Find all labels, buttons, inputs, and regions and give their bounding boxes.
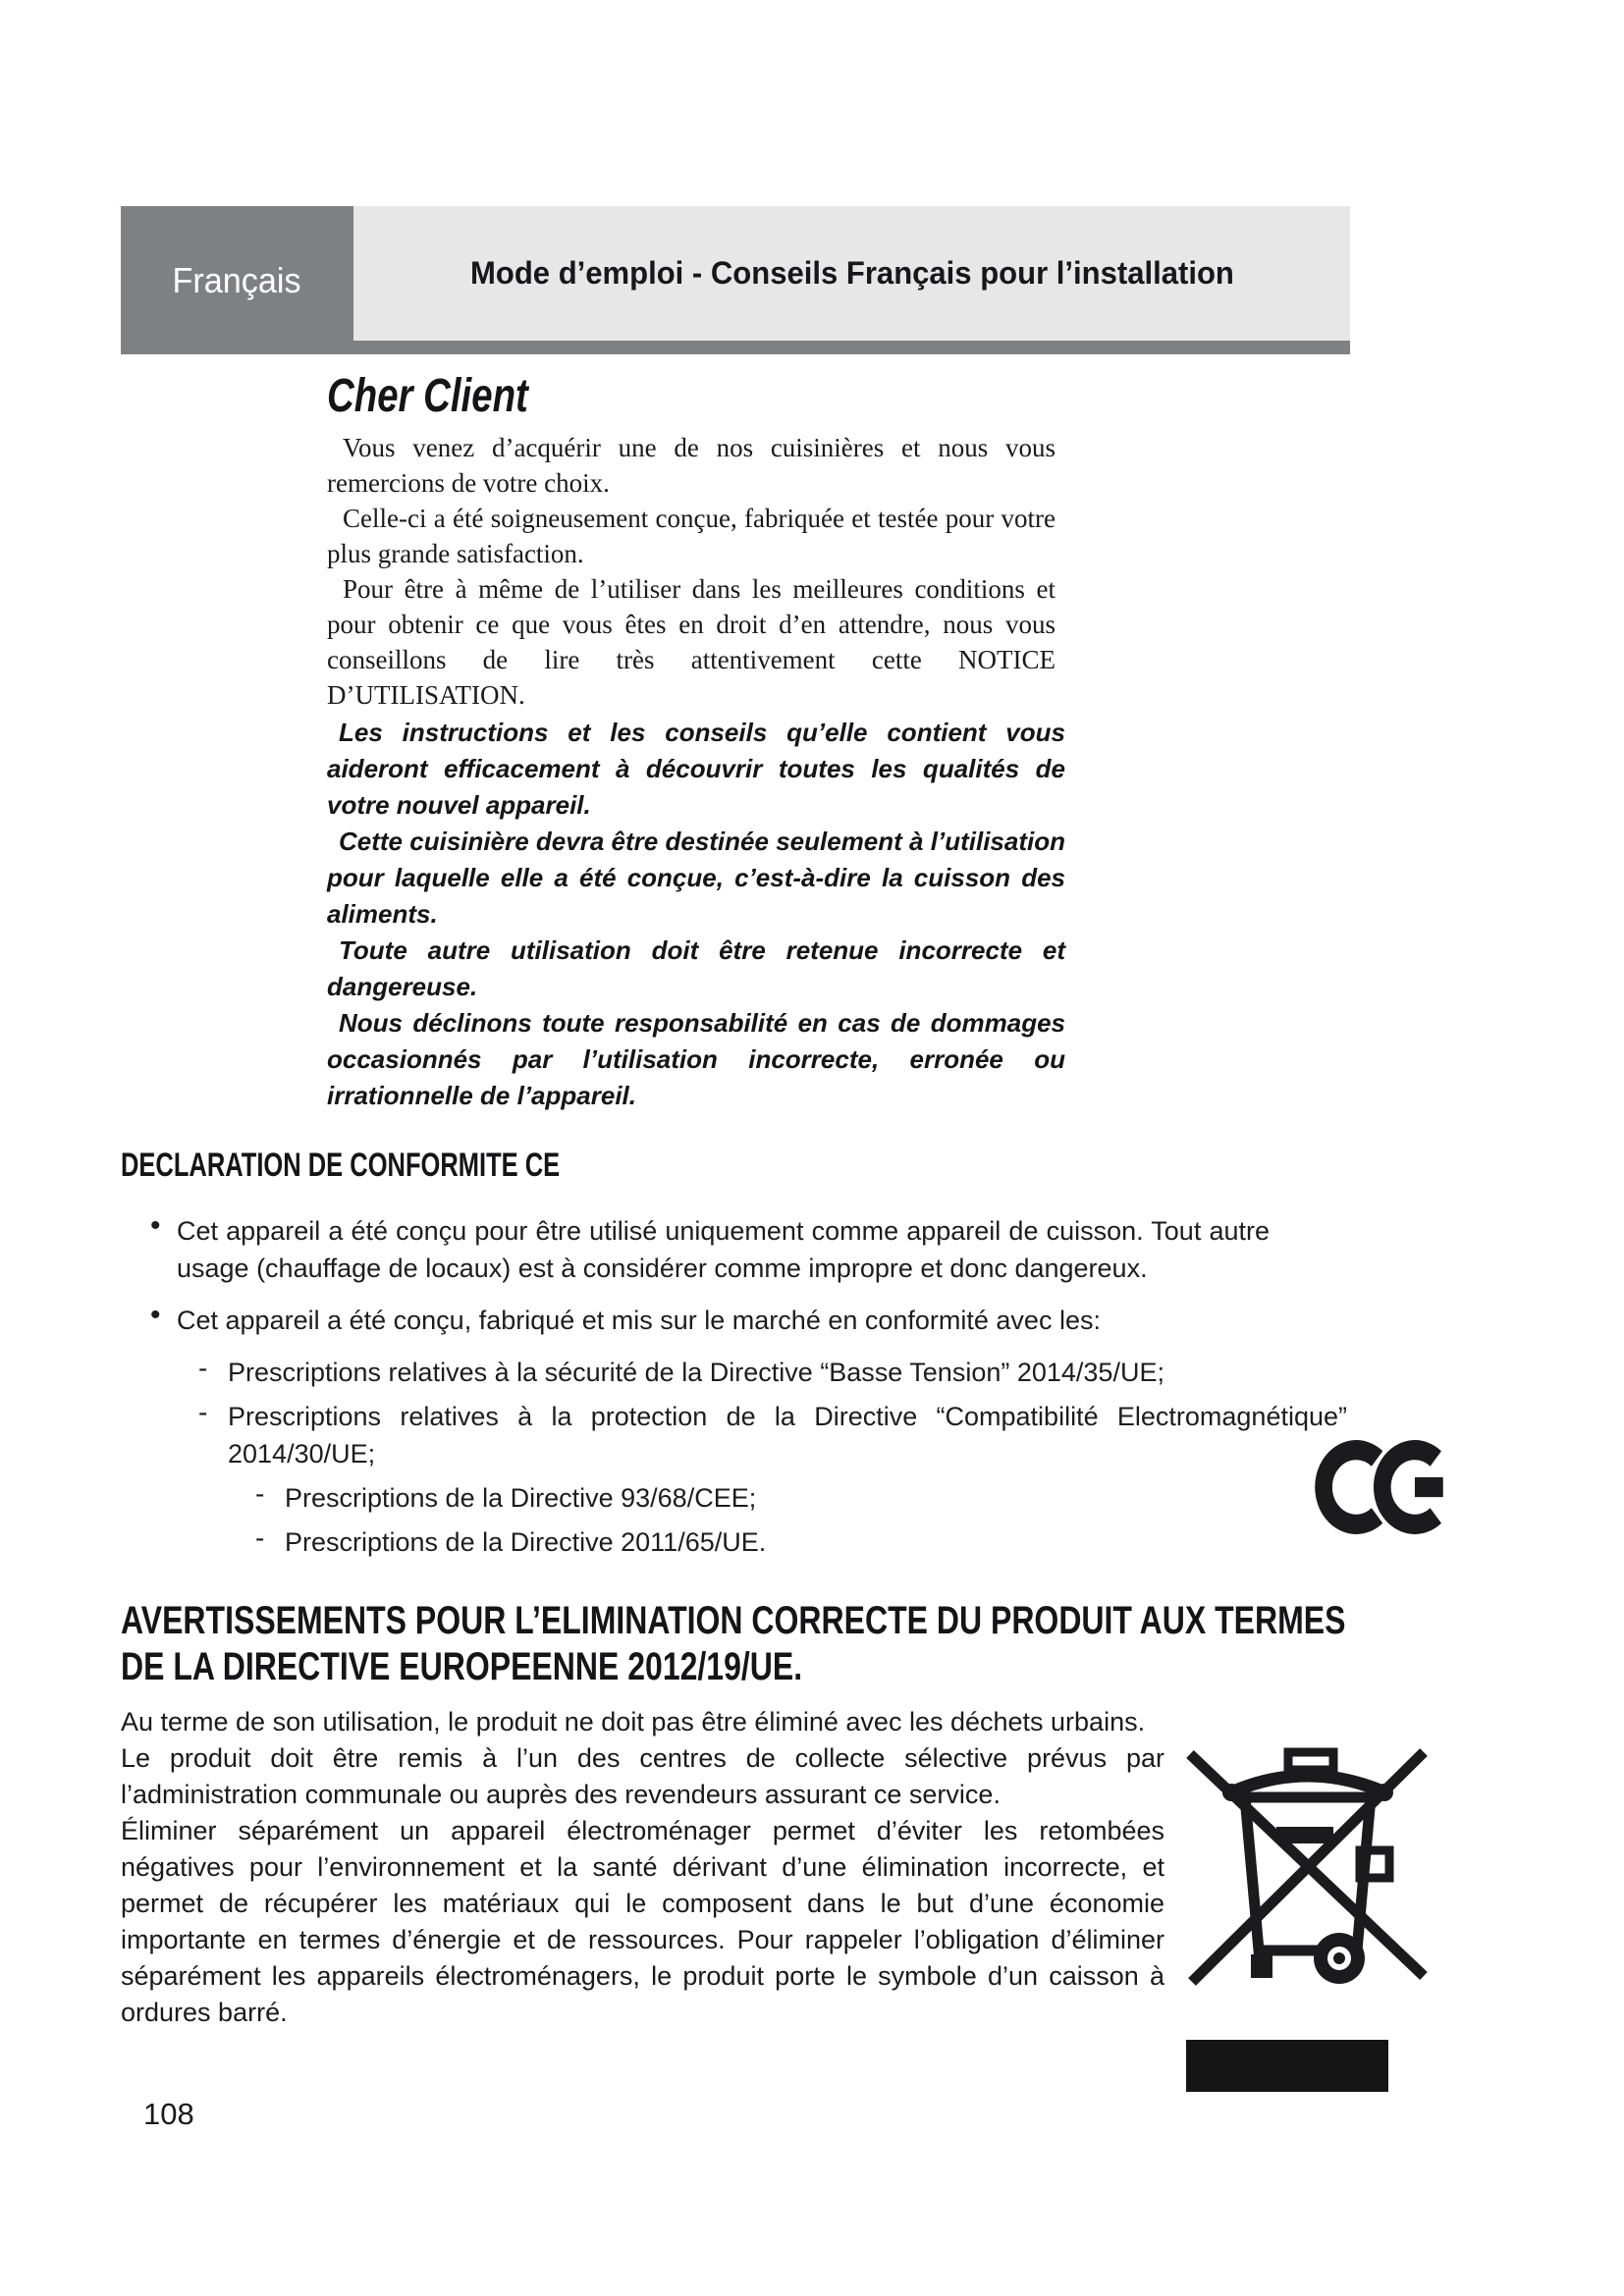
emphasis-paragraph: Toute autre utilisation doit être retenue incorrecte et dangereuse. [327, 935, 1065, 1001]
directive-text: Prescriptions de la Directive 93/68/CEE; [285, 1483, 757, 1513]
header-title-box [353, 206, 1350, 341]
weee-symbol-block [1164, 1740, 1451, 2092]
emphasis-paragraph: Les instructions et les conseils qu’elle contient vous aideront efficacement à découvrir toutes les qualités de votre nouvel appareil. [327, 718, 1065, 820]
page-number: 108 [143, 2097, 194, 2131]
greeting-emphasis-paragraphs [327, 715, 1065, 1114]
black-bar [1186, 2040, 1388, 2092]
greeting-paragraph: Celle-ci a été soigneusement conçue, fabriquée et testée pour votre plus grande satisfaction. [327, 504, 1056, 568]
disposal-heading-line: AVERTISSEMENTS POUR L’ELIMINATION CORRECTE DU PRODUIT AUX TERMES [121, 1599, 1346, 1642]
greeting-heading: Cher Client [327, 370, 528, 422]
ce-declaration-heading: DECLARATION DE CONFORMITE CE [121, 1147, 561, 1184]
directive-item [198, 1354, 1347, 1391]
dash-icon: - [198, 1353, 208, 1383]
ce-declaration-bullets [121, 1209, 1368, 1561]
directive-item [198, 1398, 1347, 1472]
bullet-item [121, 1299, 1270, 1339]
dash-icon: - [255, 1478, 265, 1509]
directive-item [255, 1479, 1345, 1517]
directive-item [255, 1523, 1345, 1561]
page-header [121, 206, 1350, 354]
disposal-paragraph: Le produit doit être remis à l’un des centres de collecte sélective prévus par l’administration communale ou auprès des revendeurs assurant ce service. [121, 1743, 1164, 1809]
disposal-heading [121, 1598, 1624, 1690]
language-tab-label: Français [172, 259, 302, 300]
disposal-paragraph: Au terme de son utilisation, le produit ne doit pas être éliminé avec les déchets urbains. [121, 1707, 1146, 1736]
language-tab [121, 206, 353, 354]
bullet-icon: • [150, 1299, 161, 1331]
disposal-section [121, 1704, 1451, 2092]
bullet-text: Cet appareil a été conçu pour être utilisé uniquement comme appareil de cuisson. Tout autre usage (chauffage de locaux) est à considérer comme impropre et donc dangereux. [177, 1216, 1270, 1283]
greeting-section [327, 430, 1065, 1114]
emphasis-paragraph: Nous déclinons toute responsabilité en cas de dommages occasionnés par l’utilisation incorrecte, erronée ou irrationnelle de l’appareil. [327, 1008, 1065, 1110]
disposal-heading-line: DE LA DIRECTIVE EUROPEENNE 2012/19/UE. [121, 1645, 803, 1688]
ce-declaration-section [121, 1147, 1368, 1568]
dash-icon: - [255, 1522, 265, 1553]
weee-crossed-bin-icon [1186, 1740, 1430, 1994]
header-title: Mode d’emploi - Conseils Français pour l’installation [469, 255, 1234, 291]
bullet-item [121, 1209, 1270, 1287]
disposal-paragraph: Éliminer séparément un appareil électroménager permet d’éviter les retombées négatives pour l’environnement et la santé dérivant d’une élimination incorrecte, et permet de récupérer les matériaux qui le composent dans le but d’une économie importante en termes d’énergie et de ressources. Pour rappeler l’obligation d’éliminer séparément les appareils électroménagers, le produit porte le symbole d’un caisson à ordures barré. [121, 1816, 1164, 2027]
bullet-text: Cet appareil a été conçu, fabriqué et mis sur le marché en conformité avec les: [177, 1306, 1101, 1335]
bullet-icon: • [150, 1209, 161, 1242]
greeting-paragraph: Vous venez d’acquérir une de nos cuisinières et nous vous remercions de votre choix. [327, 433, 1056, 498]
emphasis-paragraph: Cette cuisinière devra être destinée seulement à l’utilisation pour laquelle elle a été conçue, c’est-à-dire la cuisson des aliments. [327, 827, 1065, 929]
directives-list [121, 1354, 1368, 1561]
directive-text: Prescriptions relatives à la sécurité de la Directive “Basse Tension” 2014/35/UE; [228, 1358, 1164, 1387]
greeting-paragraph: Pour être à même de l’utiliser dans les meilleures conditions et pour obtenir ce que vous êtes en droit d’en attendre, nous vous conseillons de lire très attentivement cette NOTICE D’UTILISATION. [327, 574, 1056, 710]
directive-text: Prescriptions de la Directive 2011/65/UE. [285, 1527, 767, 1557]
dash-icon: - [198, 1397, 208, 1427]
greeting-paragraphs [327, 430, 1065, 713]
directive-text: Prescriptions relatives à la protection de la Directive “Compatibilité Electromagnétique” 2014/30/UE; [228, 1402, 1347, 1468]
ce-marking-icon [1313, 1435, 1456, 1539]
